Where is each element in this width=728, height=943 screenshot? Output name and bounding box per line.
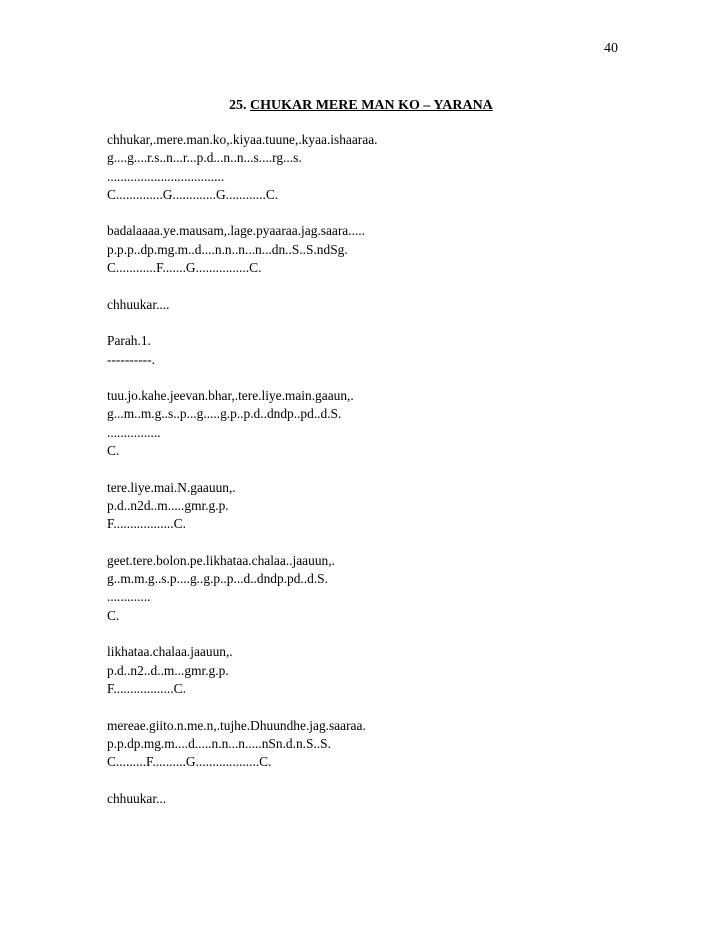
lyric-line: F..................C. xyxy=(107,680,186,696)
lyric-block xyxy=(107,222,667,277)
lyric-line: ............. xyxy=(107,589,151,605)
lyric-line: p.d..n2..d..m...gmr.g.p. xyxy=(107,662,229,678)
lyrics-body xyxy=(107,131,667,826)
lyric-block xyxy=(107,717,667,772)
lyric-line: tuu.jo.kahe.jeevan.bhar,.tere.liye.main.gaaun,. xyxy=(107,388,354,404)
lyric-line: C. xyxy=(107,443,120,459)
lyric-line: g..m.m.g..s.p....g..g.p..p...d..dndp.pd..d.S. xyxy=(107,571,328,587)
lyric-block xyxy=(107,387,667,460)
lyric-line: C.........F..........G...................C. xyxy=(107,754,272,770)
lyric-line: C..............G.............G............C. xyxy=(107,186,279,202)
lyric-line: mereae.giito.n.me.n,.tujhe.Dhuundhe.jag.saaraa. xyxy=(107,717,366,733)
lyric-line: Parah.1. xyxy=(107,333,151,349)
lyric-line: tere.liye.mai.N.gaauun,. xyxy=(107,479,236,495)
lyric-line: geet.tere.bolon.pe.likhataa.chalaa..jaauun,. xyxy=(107,552,335,568)
lyric-line: chhuukar.... xyxy=(107,296,170,312)
page-number: 40 xyxy=(604,41,618,56)
lyric-block xyxy=(107,479,667,534)
song-number: 25. xyxy=(229,98,247,113)
lyric-line: ................................... xyxy=(107,168,225,184)
lyric-line: C............F.......G................C. xyxy=(107,260,262,276)
lyric-line: p.p.p..dp.mg.m..d....n.n..n...n...dn..S..S.ndSg. xyxy=(107,241,348,257)
lyric-line: ----------. xyxy=(107,351,155,367)
lyric-line: F..................C. xyxy=(107,516,186,532)
lyric-line: p.d..n2d..m.....gmr.g.p. xyxy=(107,497,229,513)
song-title-text: CHUKAR MERE MAN KO – YARANA xyxy=(250,98,493,113)
song-title xyxy=(229,98,493,114)
lyric-block xyxy=(107,296,667,314)
lyric-block xyxy=(107,131,667,204)
lyric-block xyxy=(107,332,667,369)
lyric-line: g...m..m.g..s..p...g.....g.p..p.d..dndp..pd..d.S. xyxy=(107,406,342,422)
lyric-block xyxy=(107,643,667,698)
lyric-line: ................ xyxy=(107,424,161,440)
lyric-line: C. xyxy=(107,607,120,623)
lyric-line: p.p.dp.mg.m....d.....n.n...n.....nSn.d.n.S..S. xyxy=(107,735,331,751)
lyric-line: chhukar,.mere.man.ko,.kiyaa.tuune,.kyaa.ishaaraa. xyxy=(107,132,378,147)
lyric-line: g....g....r.s..n...r...p.d...n..n...s....rg...s. xyxy=(107,150,302,166)
lyric-block xyxy=(107,790,667,808)
lyric-block xyxy=(107,552,667,625)
lyric-line: likhataa.chalaa.jaauun,. xyxy=(107,644,233,660)
lyric-line: badalaaaa.ye.mausam,.lage.pyaaraa.jag.saara..... xyxy=(107,223,365,239)
lyric-line: chhuukar... xyxy=(107,790,167,806)
